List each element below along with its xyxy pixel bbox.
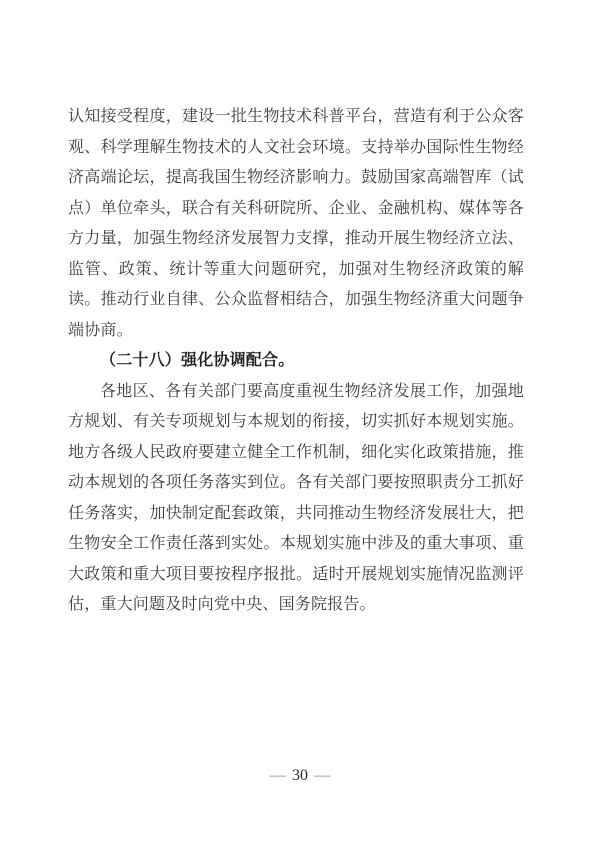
- text-line: 大政策和重大项目要按程序报批。适时开展规划实施情况监测评: [68, 565, 524, 583]
- text-line: 地方各级人民政府要建立健全工作机制，细化实化政策措施，推: [68, 443, 524, 461]
- paragraph-public-awareness: [68, 102, 524, 346]
- text-line: 监管、政策、统计等重大问题研究，加强对生物经济政策的解: [68, 260, 524, 278]
- text-line: 认知接受程度，建设一批生物技术科普平台，营造有利于公众客: [68, 108, 524, 125]
- paragraph-coordination: [68, 377, 524, 621]
- page-number: 30: [292, 767, 308, 784]
- document-body: [68, 102, 524, 621]
- text-line: 济高端论坛，提高我国生物经济影响力。鼓励国家高端智库（试: [68, 169, 524, 186]
- footer-dash-left: —: [270, 767, 286, 784]
- heading-line: （二十八）强化协调配合。: [100, 352, 295, 369]
- footer-dash-right: —: [314, 767, 330, 784]
- text-line: 任务落实，加快制定配套政策，共同推动生物经济发展壮大，把: [68, 504, 524, 522]
- text-line: 读。推动行业自律、公众监督相结合，加强生物经济重大问题争: [68, 291, 524, 308]
- text-line: 端协商。: [68, 321, 133, 339]
- text-line: 各地区、各有关部门要高度重视生物经济发展工作，加强地: [100, 382, 524, 400]
- page-footer: [0, 766, 600, 786]
- section-heading-28: [68, 346, 524, 377]
- text-line: 方规划、有关专项规划与本规划的衔接，切实抓好本规划实施。: [68, 413, 524, 430]
- text-line: 生物安全工作责任落到实处。本规划实施中涉及的重大事项、重: [68, 535, 524, 552]
- text-line: 动本规划的各项任务落实到位。各有关部门要按照职责分工抓好: [68, 474, 524, 491]
- text-line: 方力量，加强生物经济发展智力支撑，推动开展生物经济立法、: [68, 230, 524, 247]
- text-line: 观、科学理解生物技术的人文社会环境。支持举办国际性生物经: [68, 138, 524, 156]
- text-line: 点）单位牵头，联合有关科研院所、企业、金融机构、媒体等各: [68, 199, 524, 217]
- text-line: 估，重大问题及时向党中央、国务院报告。: [68, 596, 376, 613]
